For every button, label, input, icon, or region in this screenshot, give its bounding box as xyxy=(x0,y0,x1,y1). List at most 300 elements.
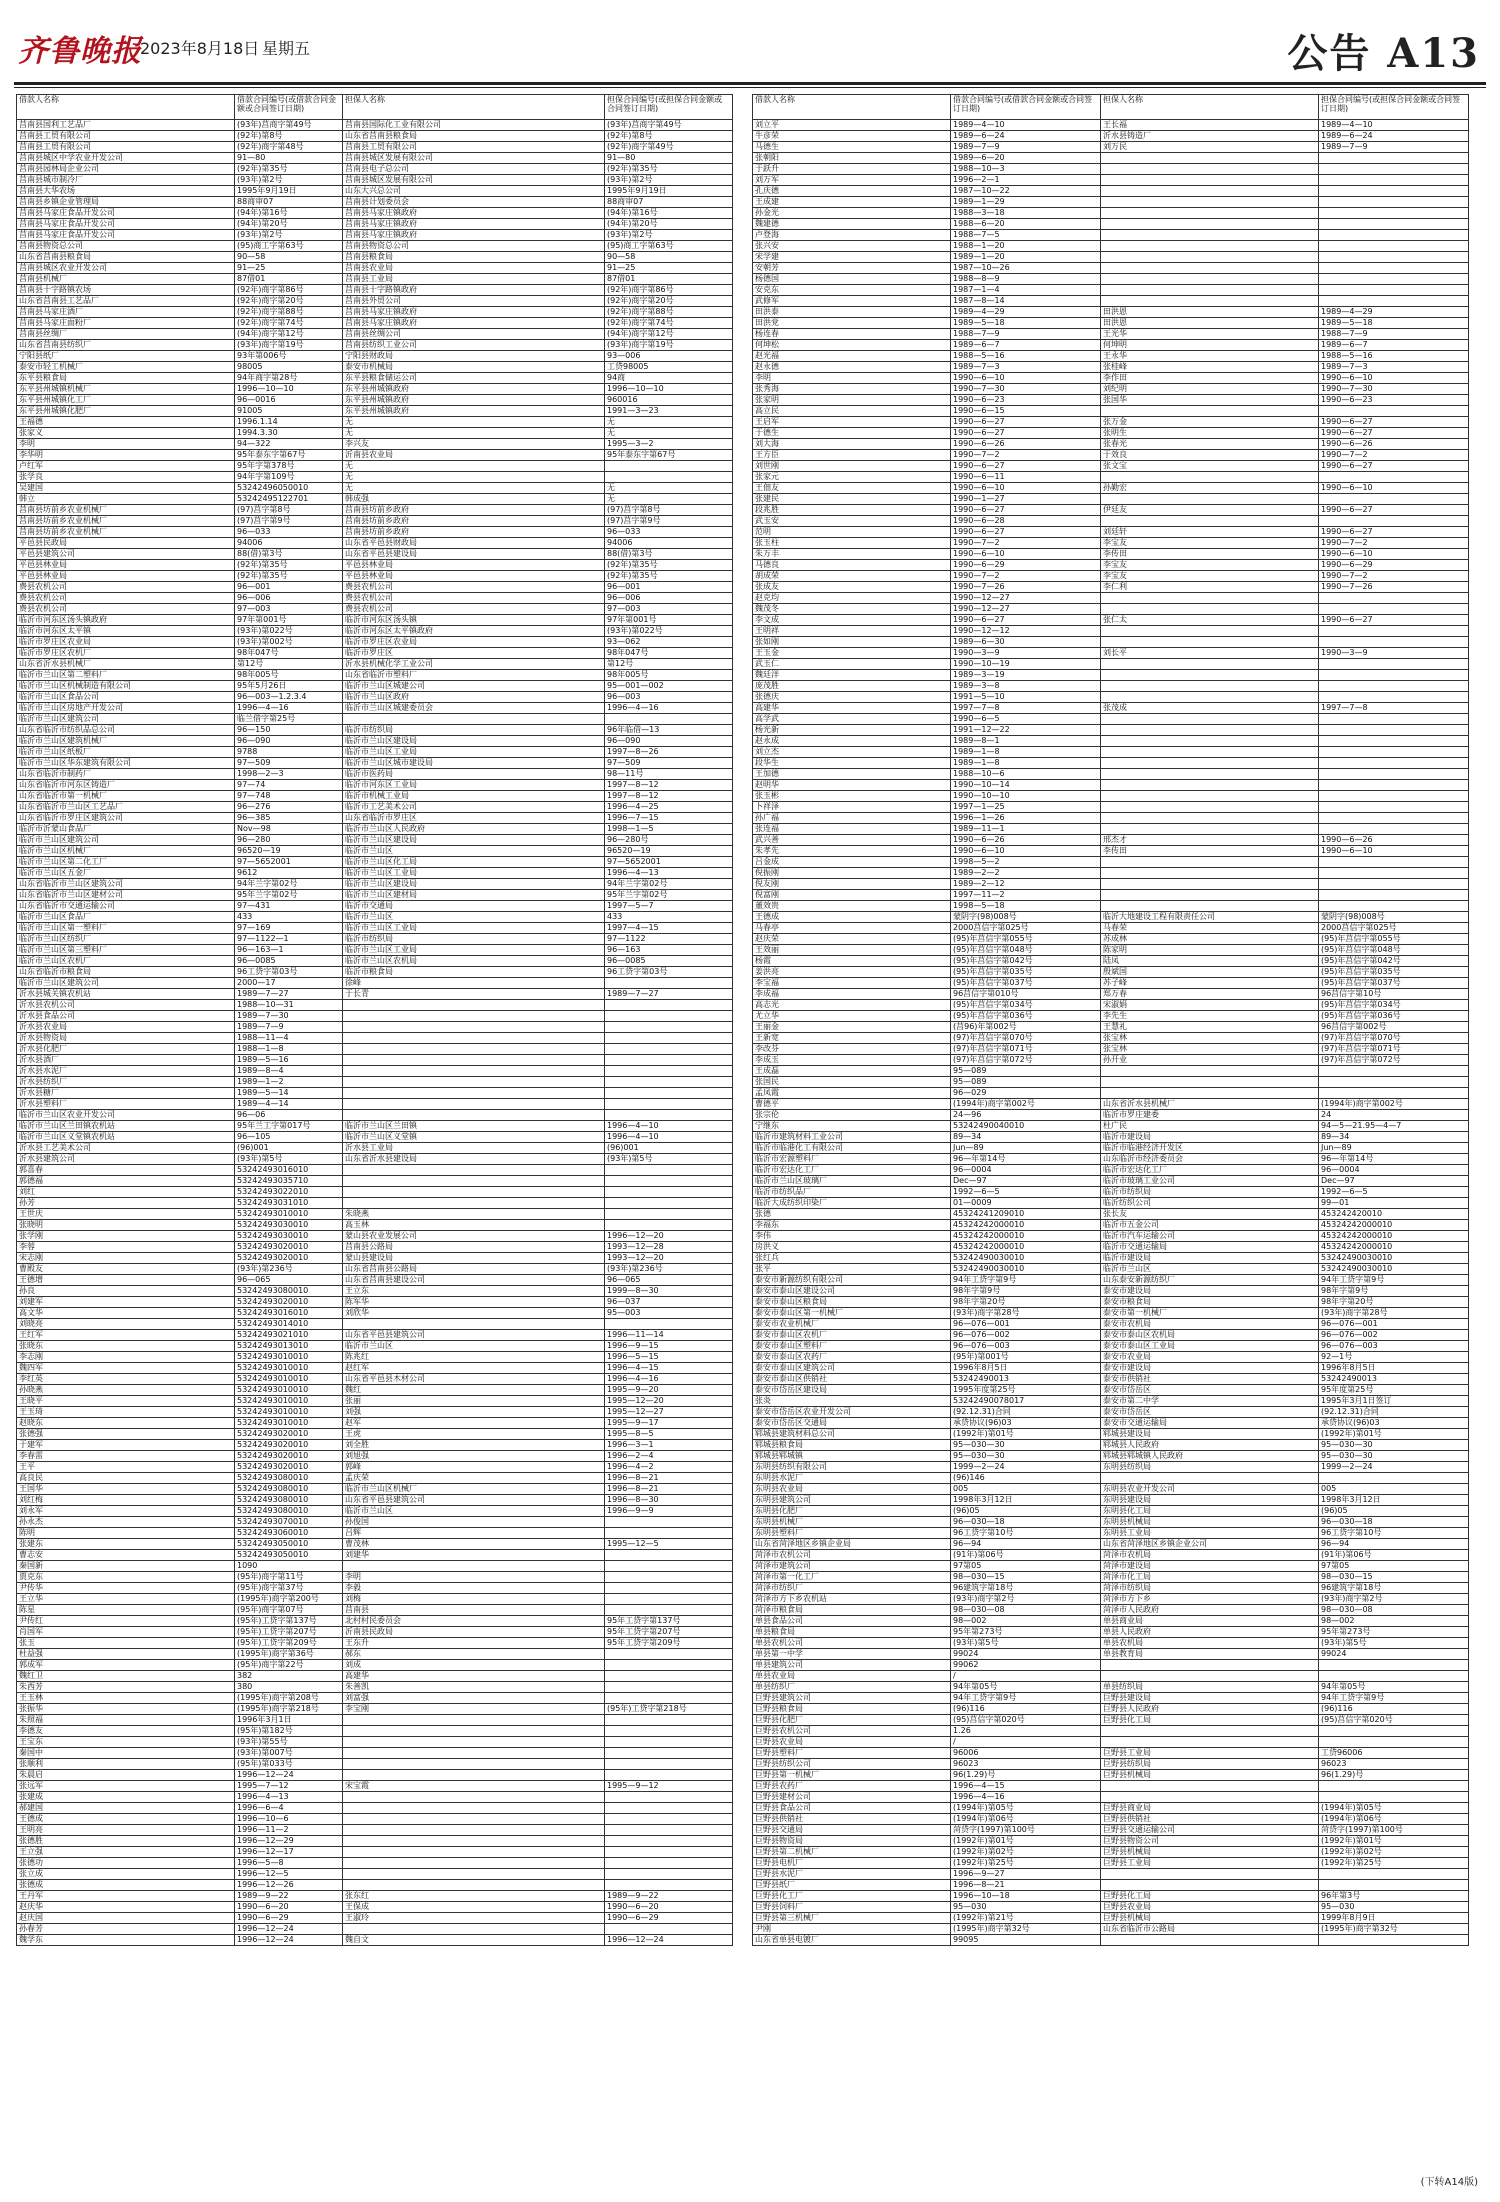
table-cell: 1988—10—3 xyxy=(951,164,1101,175)
table-cell: 姜洪亮 xyxy=(753,967,951,978)
table-cell: 山东省临沂市粮食局 xyxy=(17,967,235,978)
table-row xyxy=(753,1638,1469,1649)
table-cell: 95年兰工字第017号 xyxy=(235,1121,343,1132)
table-cell: 山东省菏泽地区乡镇企业局 xyxy=(753,1539,951,1550)
table-cell: 1990—7—2 xyxy=(1319,571,1469,582)
table-cell: 东明县水泥厂 xyxy=(753,1473,951,1484)
table-cell: 陈星 xyxy=(17,1605,235,1616)
table-cell: 53242493030010 xyxy=(235,1220,343,1231)
table-cell: 1996—11—14 xyxy=(605,1330,733,1341)
table-cell: (1995年)商字第32号 xyxy=(1319,1924,1469,1935)
table-cell: 96—090 xyxy=(605,736,733,747)
table-cell: 1989—4—29 xyxy=(1319,307,1469,318)
table-row xyxy=(753,1044,1469,1055)
table-cell: 53242493013010 xyxy=(235,1341,343,1352)
table-cell xyxy=(1101,659,1319,670)
table-row xyxy=(17,1561,733,1572)
table-cell: 泰安市泰山区建设公司 xyxy=(753,1286,951,1297)
table-cell xyxy=(1319,406,1469,417)
table-cell: 无 xyxy=(343,428,605,439)
table-cell: 王丽金 xyxy=(753,1022,951,1033)
table-cell xyxy=(343,1088,605,1099)
table-cell: 郓城县建设局 xyxy=(1101,1429,1319,1440)
table-row xyxy=(753,428,1469,439)
table-cell: (95年)工贷字第218号 xyxy=(605,1704,733,1715)
table-cell: 1990—7—30 xyxy=(951,384,1101,395)
table-cell: 1996—12—26 xyxy=(235,1880,343,1891)
table-cell: 莒南县城区发展有限公司 xyxy=(343,153,605,164)
table-cell: 刘立杰 xyxy=(753,747,951,758)
table-cell: 郓城县郓城镇人民政府 xyxy=(1101,1451,1319,1462)
table-cell: 单县食品公司 xyxy=(753,1616,951,1627)
table-cell: 临沂市宏达化工厂 xyxy=(753,1165,951,1176)
table-cell: 96—385 xyxy=(235,813,343,824)
table-cell: 95年第273号 xyxy=(951,1627,1101,1638)
table-cell: 96建筑字第18号 xyxy=(1319,1583,1469,1594)
table-cell xyxy=(1319,1737,1469,1748)
table-cell: 张红兵 xyxy=(753,1253,951,1264)
table-cell: 胡成荣 xyxy=(753,571,951,582)
table-row xyxy=(753,1352,1469,1363)
table-row xyxy=(17,285,733,296)
table-cell: 泰安市轻工机械厂 xyxy=(17,362,235,373)
table-row xyxy=(17,439,733,450)
table-row xyxy=(753,1759,1469,1770)
table-row xyxy=(17,417,733,428)
table-cell xyxy=(605,1814,733,1825)
table-cell: 泰安市岱岳区 xyxy=(1101,1385,1319,1396)
table-cell: 赵晓东 xyxy=(17,1418,235,1429)
table-cell: 菏泽市建设局 xyxy=(1101,1561,1319,1572)
table-cell xyxy=(1101,747,1319,758)
table-cell: 李福东 xyxy=(753,1220,951,1231)
table-cell: (93年)第2号 xyxy=(235,175,343,186)
table-cell: 94年兰字第02号 xyxy=(605,879,733,890)
table-cell xyxy=(1319,274,1469,285)
table-cell: 89—34 xyxy=(951,1132,1101,1143)
table-cell: (93年)第022号 xyxy=(605,626,733,637)
table-cell: 53242493010010 xyxy=(235,1396,343,1407)
table-cell: 临沂市建设局 xyxy=(1101,1132,1319,1143)
table-cell: 433 xyxy=(605,912,733,923)
table-row xyxy=(753,1528,1469,1539)
table-cell xyxy=(1101,472,1319,483)
table-row xyxy=(17,1583,733,1594)
table-cell: 1989—5—14 xyxy=(235,1088,343,1099)
table-cell: 96—003 xyxy=(605,692,733,703)
table-row xyxy=(753,1330,1469,1341)
table-cell: 孙勤宏 xyxy=(1101,483,1319,494)
table-cell: 1990—6—20 xyxy=(235,1902,343,1913)
table-cell: 东明县农业局 xyxy=(753,1484,951,1495)
table-row xyxy=(17,1132,733,1143)
table-row xyxy=(17,901,733,912)
table-cell: 第12号 xyxy=(605,659,733,670)
table-cell: 东平县州城镇政府 xyxy=(343,406,605,417)
table-cell: 96—076—001 xyxy=(1319,1319,1469,1330)
table-cell: 沂水县建筑公司 xyxy=(17,1154,235,1165)
table-cell: 陈兆红 xyxy=(343,1352,605,1363)
table-cell: 东平县粮食局 xyxy=(17,373,235,384)
table-cell: 临沂市纺织局 xyxy=(343,725,605,736)
table-cell: 泰安市泰山区农药厂 xyxy=(753,1352,951,1363)
table-row xyxy=(753,1209,1469,1220)
table-cell: 94年第05号 xyxy=(1319,1682,1469,1693)
table-cell: 96—163 xyxy=(605,945,733,956)
table-row xyxy=(753,208,1469,219)
table-cell: 莒南县坊前乡农业机械厂 xyxy=(17,505,235,516)
table-cell: 临沂市兰山区建筑机械厂 xyxy=(17,736,235,747)
table-cell xyxy=(1319,164,1469,175)
table-cell xyxy=(1101,274,1319,285)
table-cell: 李德友 xyxy=(17,1726,235,1737)
table-cell: 53242493016010 xyxy=(235,1308,343,1319)
table-cell xyxy=(1101,1077,1319,1088)
table-cell: 菏贷字(1997)第100号 xyxy=(951,1825,1101,1836)
table-row xyxy=(17,1352,733,1363)
table-cell: 1989—6—7 xyxy=(951,340,1101,351)
table-cell: 巨野县第二机械厂 xyxy=(753,1847,951,1858)
table-cell xyxy=(343,1561,605,1572)
table-row xyxy=(753,1099,1469,1110)
table-cell: (97)莒字第8号 xyxy=(235,505,343,516)
table-cell: 53242493035710 xyxy=(235,1176,343,1187)
table-cell: 97—431 xyxy=(235,901,343,912)
table-row xyxy=(17,307,733,318)
table-cell: 泰安市交通运输局 xyxy=(1101,1418,1319,1429)
table-cell: 1988—10—31 xyxy=(235,1000,343,1011)
table-row xyxy=(753,1341,1469,1352)
table-row xyxy=(753,1319,1469,1330)
table-cell: 1995年9月19日 xyxy=(605,186,733,197)
table-cell xyxy=(1101,758,1319,769)
table-row xyxy=(753,538,1469,549)
table-cell: 巨野县食品公司 xyxy=(753,1803,951,1814)
table-cell: (94年)商字第12号 xyxy=(605,329,733,340)
table-cell: 张兴安 xyxy=(753,241,951,252)
table-row xyxy=(753,692,1469,703)
table-cell: 99024 xyxy=(1319,1649,1469,1660)
table-row xyxy=(17,923,733,934)
table-cell: (1992年)第01号 xyxy=(951,1429,1101,1440)
table-row xyxy=(753,274,1469,285)
table-cell xyxy=(605,1055,733,1066)
table-cell: 朱晨启 xyxy=(17,1770,235,1781)
table-cell xyxy=(343,1022,605,1033)
table-cell: 1988—10—6 xyxy=(951,769,1101,780)
table-cell: 魏自文 xyxy=(343,1935,605,1946)
table-cell: 96—105 xyxy=(235,1132,343,1143)
table-cell: (97)莒字第9号 xyxy=(605,516,733,527)
table-row xyxy=(753,450,1469,461)
table-row xyxy=(17,274,733,285)
table-cell: 单县商业局 xyxy=(1101,1616,1319,1627)
table-row xyxy=(753,1385,1469,1396)
table-row xyxy=(17,791,733,802)
table-cell: 刘长平 xyxy=(1101,648,1319,659)
table-cell: 泰安市泰山区粮食局 xyxy=(753,1297,951,1308)
table-row xyxy=(17,780,733,791)
table-cell: 王玉金 xyxy=(753,648,951,659)
table-cell: 01—0009 xyxy=(951,1198,1101,1209)
table-cell: 2000—17 xyxy=(235,978,343,989)
table-cell: 95—030—30 xyxy=(951,1440,1101,1451)
table-cell: 莒南县乡镇企业管理局 xyxy=(17,197,235,208)
table-cell: 53242493010010 xyxy=(235,1209,343,1220)
table-row xyxy=(753,1671,1469,1682)
table-cell: 53242493016010 xyxy=(235,1165,343,1176)
table-cell: 1989—5—16 xyxy=(235,1055,343,1066)
table-cell xyxy=(343,1847,605,1858)
table-cell: 1990—12—27 xyxy=(951,593,1101,604)
table-cell: 莒南县马家庄镇政府 xyxy=(343,230,605,241)
table-row xyxy=(17,131,733,142)
table-cell xyxy=(343,714,605,725)
table-cell xyxy=(1319,1088,1469,1099)
table-row xyxy=(17,1066,733,1077)
table-cell: 1989—7—9 xyxy=(951,142,1101,153)
table-row xyxy=(17,527,733,538)
table-row xyxy=(753,1616,1469,1627)
table-cell xyxy=(1101,791,1319,802)
table-cell: 97年第001号 xyxy=(235,615,343,626)
table-cell: 53242493010010 xyxy=(235,1407,343,1418)
table-cell xyxy=(605,1605,733,1616)
table-cell: 山东大兴总公司 xyxy=(343,186,605,197)
table-cell: 45324242000010 xyxy=(951,1231,1101,1242)
table-row xyxy=(17,648,733,659)
table-cell xyxy=(1319,1792,1469,1803)
table-cell: 1990—6—10 xyxy=(951,846,1101,857)
table-row xyxy=(753,1792,1469,1803)
table-cell xyxy=(605,1737,733,1748)
table-cell xyxy=(1101,780,1319,791)
table-cell: 肖国军 xyxy=(17,1627,235,1638)
table-cell: 97—509 xyxy=(605,758,733,769)
table-cell: 24 xyxy=(1319,1110,1469,1121)
table-cell: 曹德平 xyxy=(753,1099,951,1110)
table-cell xyxy=(605,1583,733,1594)
table-row xyxy=(753,483,1469,494)
table-cell: 1990—6—29 xyxy=(235,1913,343,1924)
table-cell: 张远军 xyxy=(17,1781,235,1792)
header-guarantee-contract: 担保合同编号(或担保合同金额或合同签订日期) xyxy=(1319,95,1469,120)
table-cell: 卢登海 xyxy=(753,230,951,241)
table-row xyxy=(753,1033,1469,1044)
table-cell: 96莒信字第002号 xyxy=(1319,1022,1469,1033)
table-cell: 53242493030010 xyxy=(235,1231,343,1242)
table-cell: 泰安市泰山区塑料厂 xyxy=(753,1341,951,1352)
table-cell: 巨野县纺织公司 xyxy=(753,1759,951,1770)
table-cell xyxy=(1101,1880,1319,1891)
table-row xyxy=(17,637,733,648)
table-cell: 泰安市建设局 xyxy=(1101,1363,1319,1374)
table-cell: 380 xyxy=(235,1682,343,1693)
table-cell: 53242493050010 xyxy=(235,1550,343,1561)
table-row xyxy=(17,1759,733,1770)
table-cell: 98—002 xyxy=(1319,1616,1469,1627)
table-row xyxy=(17,1891,733,1902)
table-cell xyxy=(1101,824,1319,835)
table-cell xyxy=(605,714,733,725)
table-cell: 段兆胜 xyxy=(753,505,951,516)
table-cell xyxy=(1101,670,1319,681)
table-cell: 临沂市罗庄区农业局 xyxy=(343,637,605,648)
table-cell: 莒南县国利工艺品厂 xyxy=(17,120,235,131)
table-cell xyxy=(1319,1869,1469,1880)
table-cell: 魏红卫 xyxy=(17,1671,235,1682)
table-row xyxy=(753,329,1469,340)
table-cell: 88(借)第3号 xyxy=(605,549,733,560)
table-row xyxy=(753,604,1469,615)
table-cell xyxy=(605,1033,733,1044)
table-row xyxy=(17,472,733,483)
table-cell xyxy=(605,1022,733,1033)
table-row xyxy=(17,175,733,186)
table-cell xyxy=(1101,813,1319,824)
table-cell: 刘成 xyxy=(343,1660,605,1671)
table-cell: (96)001 xyxy=(235,1143,343,1154)
table-cell: 苏成林 xyxy=(1101,934,1319,945)
table-cell xyxy=(1101,769,1319,780)
table-row xyxy=(753,956,1469,967)
table-cell: 倪友刚 xyxy=(753,879,951,890)
table-cell: 王德增 xyxy=(17,1275,235,1286)
table-cell: 99062 xyxy=(951,1660,1101,1671)
table-cell: 巨野县农机公司 xyxy=(753,1726,951,1737)
table-cell: 吴建国 xyxy=(17,483,235,494)
table-cell: 98年047号 xyxy=(235,648,343,659)
table-row xyxy=(753,989,1469,1000)
table-cell: 巨野县水泥厂 xyxy=(753,1869,951,1880)
table-cell: 魏建德 xyxy=(753,219,951,230)
table-cell: 1990—6—20 xyxy=(605,1902,733,1913)
table-cell: 98年005号 xyxy=(235,670,343,681)
table-cell: 90—58 xyxy=(605,252,733,263)
table-cell xyxy=(1101,186,1319,197)
table-row xyxy=(17,1231,733,1242)
table-row xyxy=(753,648,1469,659)
table-cell: 魏红 xyxy=(343,1385,605,1396)
table-cell: 单县教育局 xyxy=(1101,1649,1319,1660)
table-cell xyxy=(605,1803,733,1814)
table-cell xyxy=(605,1176,733,1187)
table-row xyxy=(17,879,733,890)
table-row xyxy=(17,912,733,923)
table-cell: 莒南县马家庄镇政府 xyxy=(343,208,605,219)
table-cell: 莒南县机械厂 xyxy=(17,274,235,285)
table-cell: 巨野县机械局 xyxy=(1101,1770,1319,1781)
table-cell xyxy=(605,1792,733,1803)
table-cell: 东平县州城镇化肥厂 xyxy=(17,406,235,417)
table-cell: 1989—1—8 xyxy=(951,758,1101,769)
table-row xyxy=(753,296,1469,307)
table-cell: 1990—6—27 xyxy=(1319,615,1469,626)
table-cell xyxy=(1319,175,1469,186)
table-cell: 90—58 xyxy=(235,252,343,263)
table-cell: 95—030 xyxy=(1319,1902,1469,1913)
table-row xyxy=(753,285,1469,296)
table-cell: 临沂市兰山区第三塑料厂 xyxy=(17,945,235,956)
table-cell: 刘富强 xyxy=(343,1693,605,1704)
table-cell: 山东省莒南县工艺品厂 xyxy=(17,296,235,307)
table-cell: 何坤明 xyxy=(1101,340,1319,351)
table-cell: 1990—6—29 xyxy=(951,560,1101,571)
table-cell: 95年字第378号 xyxy=(235,461,343,472)
table-cell xyxy=(1319,219,1469,230)
table-cell: 临沂市兰山区华东建筑有限公司 xyxy=(17,758,235,769)
table-cell: (95)年莒信字第035号 xyxy=(951,967,1101,978)
table-cell: 田洪泰 xyxy=(753,307,951,318)
table-cell: 53242493080010 xyxy=(235,1506,343,1517)
table-cell: (91年)第06号 xyxy=(951,1550,1101,1561)
table-cell: 沂水县水泥厂 xyxy=(17,1066,235,1077)
table-cell: 山东省菏泽地区乡镇企业公司 xyxy=(1101,1539,1319,1550)
table-cell: (93年)第2号 xyxy=(605,230,733,241)
table-cell: 孙良 xyxy=(17,1286,235,1297)
table-row xyxy=(753,219,1469,230)
table-cell: 96工贷字第10号 xyxy=(1319,1528,1469,1539)
table-cell xyxy=(1319,813,1469,824)
table-row xyxy=(753,340,1469,351)
table-cell: 莒南县坊前乡农业机械厂 xyxy=(17,516,235,527)
table-cell: 临沂市罗庄区农业局 xyxy=(17,637,235,648)
table-cell: 94年工贷字第9号 xyxy=(951,1693,1101,1704)
table-cell: 郝东 xyxy=(343,1649,605,1660)
table-cell: 1989—6—24 xyxy=(1319,131,1469,142)
table-cell: 李成福 xyxy=(753,989,951,1000)
table-cell: (1992年)第02号 xyxy=(951,1847,1101,1858)
table-row xyxy=(753,1935,1469,1946)
table-cell: 临沂市兰山区城建公司 xyxy=(343,681,605,692)
table-cell: (94年)第20号 xyxy=(605,219,733,230)
table-cell: 1995年3月1日签订 xyxy=(1319,1396,1469,1407)
table-cell: 97年第001号 xyxy=(605,615,733,626)
table-cell: 泰安市建设局 xyxy=(1101,1286,1319,1297)
table-cell: 巨野县机械局 xyxy=(1101,1847,1319,1858)
table-cell: 沂水县铸造厂 xyxy=(1101,131,1319,142)
table-row xyxy=(753,1165,1469,1176)
table-row xyxy=(753,1011,1469,1022)
table-cell: 巨野县塑料厂 xyxy=(753,1748,951,1759)
table-cell: 朱万丰 xyxy=(753,549,951,560)
table-cell: 赵庆国 xyxy=(17,1913,235,1924)
table-cell: 53242493010010 xyxy=(235,1418,343,1429)
table-cell: 泰安市岱岳区农业开发公司 xyxy=(753,1407,951,1418)
table-cell: 382 xyxy=(235,1671,343,1682)
table-cell: (1994年)第06号 xyxy=(951,1814,1101,1825)
table-cell: 临沂市河东区汤头镇 xyxy=(343,615,605,626)
table-row xyxy=(17,934,733,945)
table-cell: 郭喜春 xyxy=(17,1165,235,1176)
table-row xyxy=(17,1605,733,1616)
table-row xyxy=(753,384,1469,395)
table-cell: 53242490013 xyxy=(1319,1374,1469,1385)
table-cell: 山东省临沂市兰山区工艺品厂 xyxy=(17,802,235,813)
table-row xyxy=(17,384,733,395)
table-row xyxy=(753,1847,1469,1858)
table-cell: 杨德国 xyxy=(753,274,951,285)
table-cell: 1996—12—24 xyxy=(605,1935,733,1946)
table-row xyxy=(17,1869,733,1880)
table-cell: (92.12.31)合同 xyxy=(1319,1407,1469,1418)
table-row xyxy=(17,1088,733,1099)
table-cell: 临沂市交通运输局 xyxy=(1101,1242,1319,1253)
table-cell xyxy=(1101,802,1319,813)
table-row xyxy=(753,549,1469,560)
table-row xyxy=(753,472,1469,483)
table-cell: (92年)商字第20号 xyxy=(235,296,343,307)
